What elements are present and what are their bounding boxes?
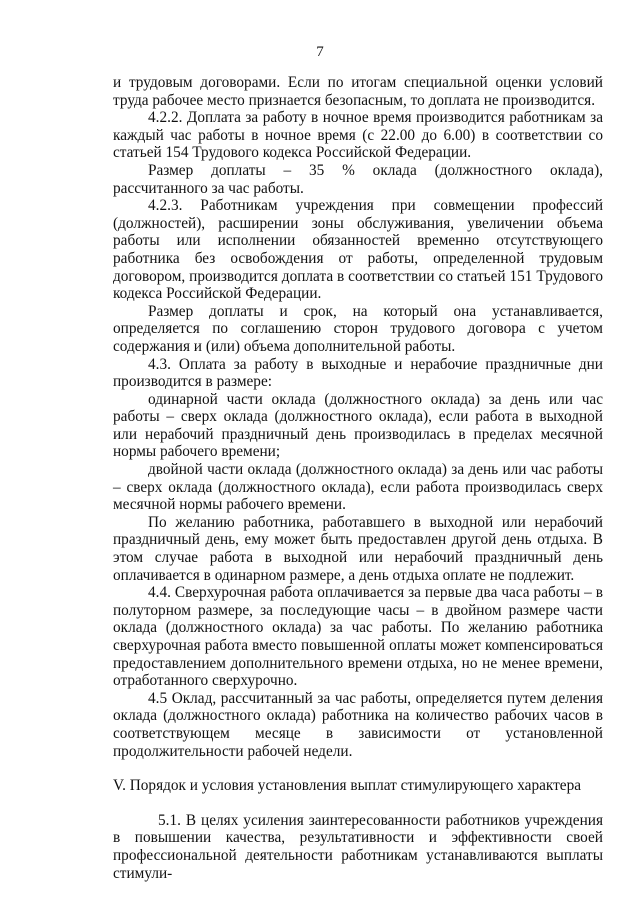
paragraph-night-rate: Размер доплаты – 35 % оклада (должностного оклада), рассчитанного за час работы. [113, 161, 603, 197]
paragraph-4-3: 4.3. Оплата за работу в выходные и нерабочие праздничные дни производится в размере: [113, 355, 603, 391]
document-body [113, 74, 603, 882]
paragraph-4-2-3: 4.2.3. Работникам учреждения при совмещении профессий (должностей), расширении зоны обслуживания, увеличении объема работы или исполнении обязанностей временно отсутствующего работника без освобождения от работы, определенной трудовым договором, производится доплата в соответствии со статьей 151 Трудового кодекса Российской Федерации. [113, 197, 603, 303]
paragraph-combination-rate: Размер доплаты и срок, на который она устанавливается, определяется по соглашению сторон трудового договора с учетом содержания и (или) объема дополнительной работы. [113, 302, 603, 355]
section-heading: V. Порядок и условия установления выплат стимулирующего характера [113, 777, 582, 795]
paragraph-day-off: По желанию работника, работавшего в выходной или нерабочий праздничный день, ему может быть предоставлен другой день отдыха. В этом случае работа в выходной или нерабочий праздничный день оплачивается в одинарном размере, а день отдыха оплате не подлежит. [113, 513, 603, 584]
paragraph-continuation: и трудовым договорами. Если по итогам специальной оценки условий труда рабочее место признается безопасным, то доплата не производится. [113, 74, 603, 109]
page-number: 7 [316, 44, 324, 60]
paragraph-4-4: 4.4. Сверхурочная работа оплачивается за первые два часа работы – в полуторном размере, за последующие часы – в двойном размере части оклада (должностного оклада) за час работы. По желанию работника сверхурочная работа вместо повышенной оплаты может компенсироваться предоставлением дополнительного времени отдыха, но не менее времени, отработанного сверхурочно. [113, 584, 603, 690]
paragraph-5-1: 5.1. В целях усиления заинтересованности работников учреждения в повышении качества, результативности и эффективности своей профессиональной деятельности работникам устанавливаются выплаты стимули- [113, 811, 603, 882]
paragraph-double-rate: двойной части оклада (должностного оклада) за день или час работы – сверх оклада (должностного оклада), если работа производилась сверх месячной нормы рабочего времени. [113, 461, 603, 514]
paragraph-4-5: 4.5 Оклад, рассчитанный за час работы, определяется путем деления оклада (должностного оклада) работника на количество рабочих часов в соответствующем месяце в зависимости от установленной продолжительности рабочей недели. [113, 689, 603, 760]
paragraph-4-2-2: 4.2.2. Доплата за работу в ночное время производится работникам за каждый час работы в ночное время (с 22.00 до 6.00) в соответствии со статьей 154 Трудового кодекса Российской Федерации. [113, 109, 603, 162]
paragraph-single-rate: одинарной части оклада (должностного оклада) за день или час работы – сверх оклада (должностного оклада), если работа в выходной или нерабочий праздничный день производилась в пределах месячной нормы рабочего времени; [113, 390, 603, 461]
